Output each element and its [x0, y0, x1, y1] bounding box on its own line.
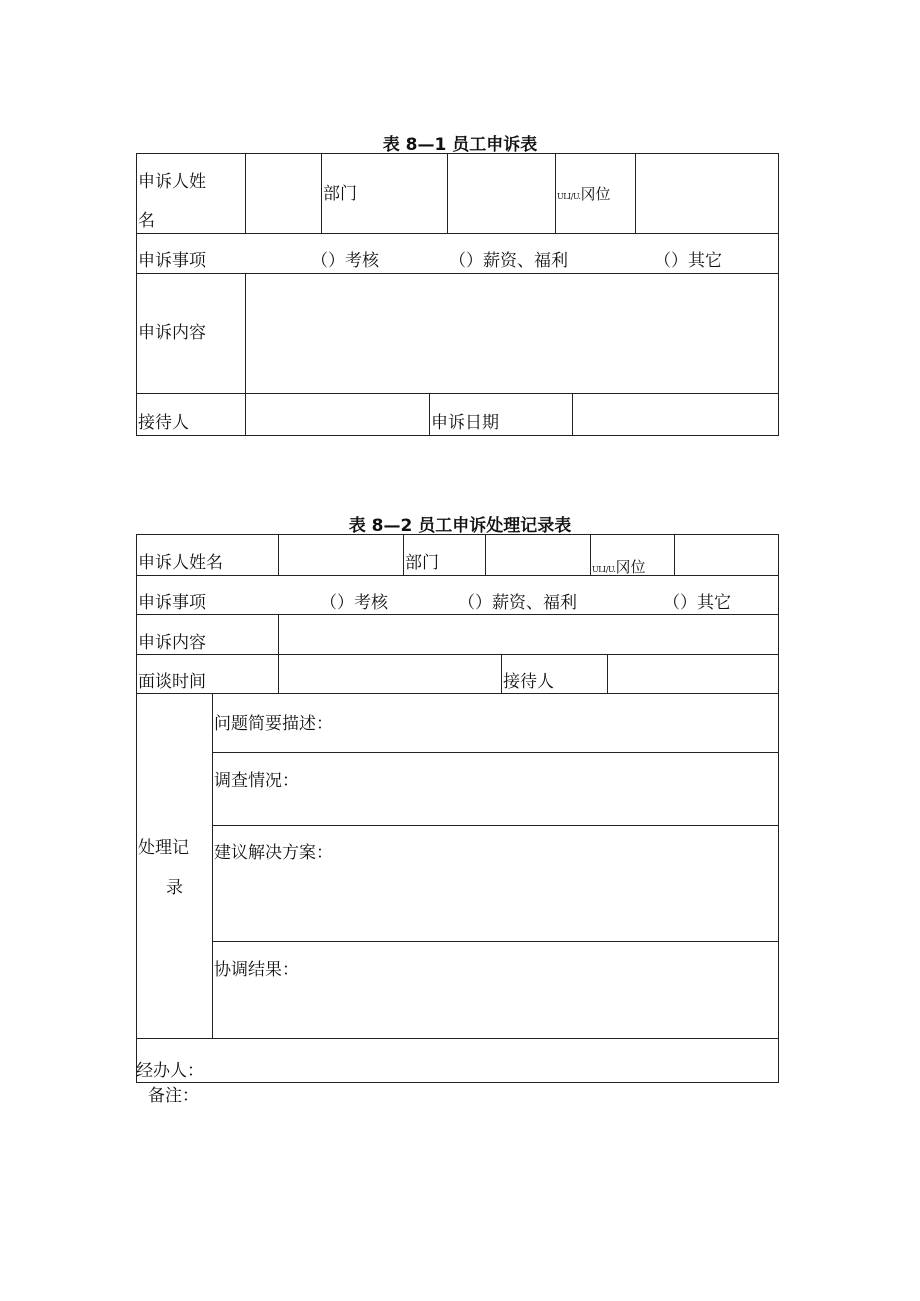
handler-label: 经办人：: [136, 1061, 204, 1081]
matter-label: 申诉事项: [138, 593, 206, 613]
date-label: 申诉日期: [431, 413, 499, 433]
name-label: 申诉人姓: [138, 172, 206, 192]
matter-label: 申诉事项: [138, 251, 206, 271]
survey-label: 调查情况：: [214, 771, 299, 791]
name-value-cell[interactable]: [279, 535, 402, 574]
interview-time-value-cell[interactable]: [279, 655, 500, 692]
name-value-cell[interactable]: [246, 154, 320, 232]
dept-label: 部门: [323, 184, 357, 204]
content-value-cell[interactable]: [279, 615, 777, 653]
receiver-label: 接待人: [138, 413, 189, 433]
content-label: 申诉内容: [138, 633, 206, 653]
receiver-value-cell[interactable]: [246, 394, 428, 434]
dept-value-cell[interactable]: [486, 535, 589, 574]
remark-label: 备注：: [148, 1086, 199, 1106]
option-other-checkbox[interactable]: （）其它: [654, 251, 722, 271]
proposal-label: 建议解决方案：: [214, 843, 333, 863]
proposal-value-cell[interactable]: [330, 826, 777, 940]
record-label-cont: 录: [166, 878, 183, 898]
interview-time-label: 面谈时间: [138, 672, 206, 692]
dept-value-cell[interactable]: [448, 154, 554, 232]
date-value-cell[interactable]: [573, 394, 777, 434]
content-label: 申诉内容: [138, 323, 206, 343]
dept-label: 部门: [405, 553, 439, 573]
record-label: 处理记: [138, 838, 189, 858]
option-xinzi-checkbox[interactable]: （）薪资、福利: [449, 251, 568, 271]
post-label: ULI/U.冈位: [557, 185, 611, 203]
table2-title: 表 8—2 员工申诉处理记录表: [348, 516, 572, 536]
result-label: 协调结果：: [214, 960, 299, 980]
receiver-value-cell[interactable]: [608, 655, 777, 692]
option-kaohe-checkbox[interactable]: （）考核: [320, 593, 388, 613]
content-value-cell[interactable]: [246, 274, 777, 392]
option-xinzi-checkbox[interactable]: （）薪资、福利: [458, 593, 577, 613]
table1-title: 表 8—1 员工申诉表: [382, 135, 538, 155]
handler-value-cell[interactable]: [210, 1039, 777, 1081]
post-value-cell[interactable]: [675, 535, 777, 574]
post-value-cell[interactable]: [636, 154, 777, 232]
name-label-cont: 名: [138, 211, 155, 231]
problem-label: 问题简要描述：: [214, 714, 333, 734]
receiver-label: 接待人: [503, 672, 554, 692]
result-value-cell[interactable]: [300, 942, 777, 1037]
option-kaohe-checkbox[interactable]: （）考核: [311, 251, 379, 271]
problem-value-cell[interactable]: [330, 694, 777, 751]
option-other-checkbox[interactable]: （）其它: [663, 593, 731, 613]
post-label: ULI/U.冈位: [592, 558, 646, 576]
name-label: 申诉人姓名: [138, 553, 223, 573]
survey-value-cell[interactable]: [300, 753, 777, 824]
